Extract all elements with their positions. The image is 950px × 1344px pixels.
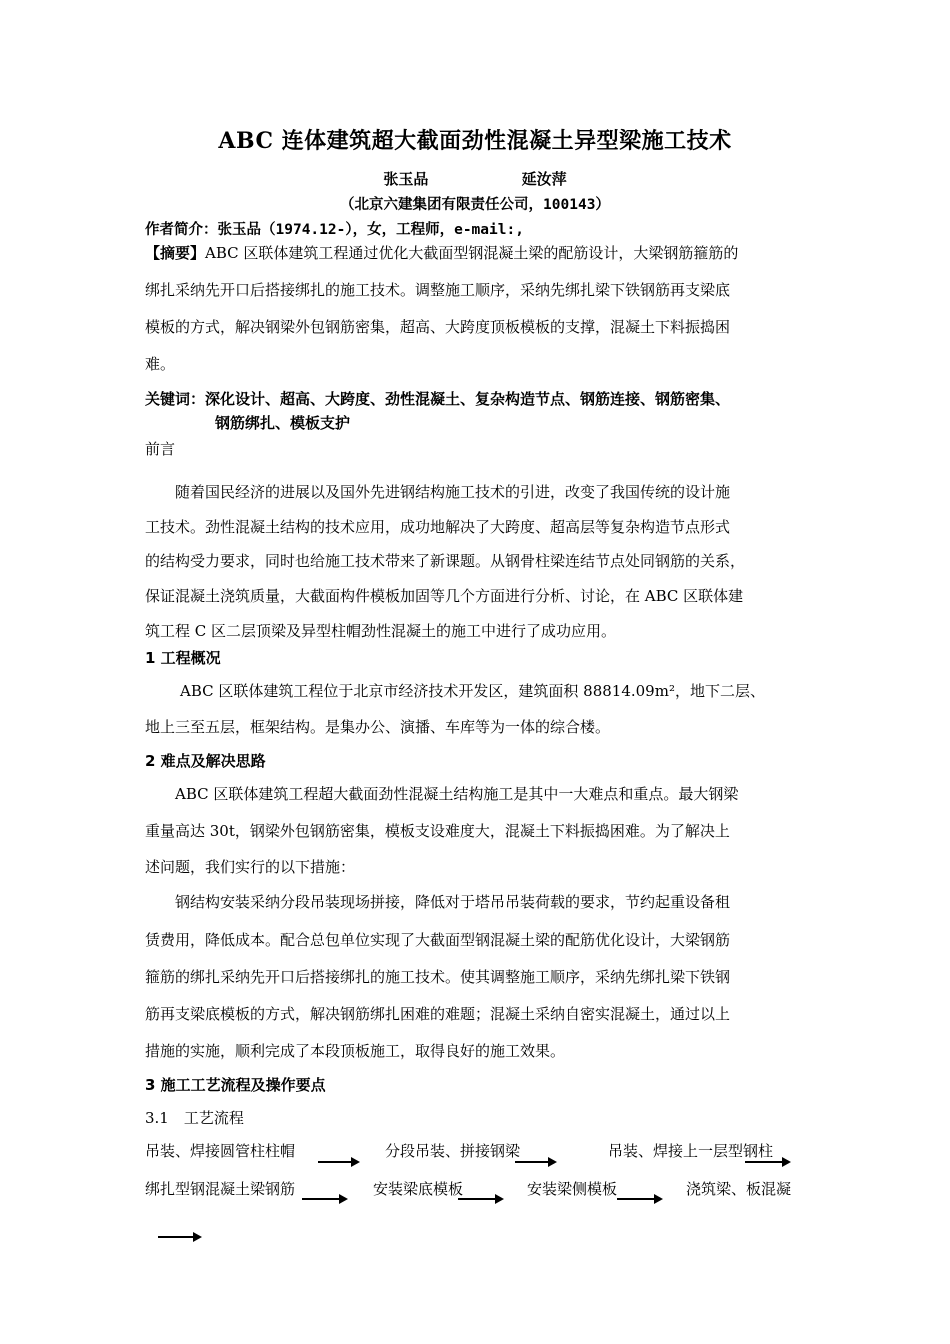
- paragraph-line: 的结构受力要求，同时也给施工技术带来了新课题。从钢骨柱梁连结节点处同钢筋的关系，: [145, 552, 746, 570]
- paragraph-line: 地上三至五层，框架结构。是集办公、演播、车库等为一体的综合楼。: [145, 718, 611, 736]
- flow-step: 吊装、焊接上一层型钢柱: [608, 1142, 774, 1160]
- flow-arrow-icon: [458, 1198, 502, 1200]
- abstract-line: 难。: [145, 355, 176, 373]
- abstract-label: 【摘要】: [145, 244, 206, 262]
- abstract-line: [145, 242, 738, 263]
- paragraph-line: 工技术。劲性混凝土结构的技术应用，成功地解决了大跨度、超高层等复杂构造节点形式: [145, 518, 731, 536]
- flow-arrow-icon: [158, 1236, 200, 1238]
- keywords-line: 钢筋绑扎、模板支护: [215, 414, 351, 432]
- paragraph-line: 重量高达 30t，钢梁外包钢筋密集，模板支设难度大，混凝土下料振捣困难。为了解决上: [145, 822, 730, 840]
- flow-arrow-icon: [515, 1161, 555, 1163]
- paragraph-line: 保证混凝土浇筑质量，大截面构件模板加固等几个方面进行分析、讨论，在 ABC 区联体建: [145, 587, 744, 605]
- affiliation: （北京六建集团有限责任公司，100143）: [340, 197, 610, 213]
- subsection-heading: 3.1 工艺流程: [145, 1109, 244, 1127]
- abstract-text: ABC 区联体建筑工程通过优化大截面型钢混凝土梁的配筋设计，大梁钢筋箍筋的: [205, 244, 739, 262]
- paragraph-line: ABC 区联体建筑工程位于北京市经济技术开发区，建筑面积 88814.09m²，地下二层、: [180, 682, 765, 700]
- paragraph-line: 筑工程 C 区二层顶梁及异型柱帽劲性混凝土的施工中进行了成功应用。: [145, 622, 617, 640]
- section-heading: 3 施工工艺流程及操作要点: [145, 1076, 326, 1094]
- flow-step: 浇筑梁、板混凝: [686, 1180, 792, 1198]
- section-heading: 1 工程概况: [145, 649, 221, 667]
- flow-step: 分段吊装、拼接钢梁: [385, 1142, 521, 1160]
- flow-step: 安装梁底模板: [373, 1180, 464, 1198]
- flow-step: 安装梁侧模板: [527, 1180, 618, 1198]
- abstract-line: 绑扎采纳先开口后搭接绑扎的施工技术。调整施工顺序，采纳先绑扎梁下铁钢筋再支梁底: [145, 281, 731, 299]
- author-name: 延汝萍: [521, 170, 567, 188]
- document-title: ABC 连体建筑超大截面劲性混凝土异型梁施工技术: [218, 128, 732, 154]
- keywords-line: 关键词：深化设计、超高、大跨度、劲性混凝土、复杂构造节点、钢筋连接、钢筋密集、: [145, 390, 731, 408]
- paragraph-line: 措施的实施，顺利完成了本段顶板施工，取得良好的施工效果。: [145, 1042, 566, 1060]
- section-heading: 2 难点及解决思路: [145, 752, 266, 770]
- author-line: [0, 168, 950, 189]
- paragraph-line: 箍筋的绑扎采纳先开口后搭接绑扎的施工技术。使其调整施工顺序，采纳先绑扎梁下铁钢: [145, 968, 731, 986]
- paragraph-line: 筋再支梁底模板的方式，解决钢筋绑扎困难的难题；混凝土采纳自密实混凝土，通过以上: [145, 1005, 731, 1023]
- flow-step: 吊装、焊接圆管柱柱帽: [145, 1142, 296, 1160]
- abstract-line: 模板的方式，解决钢梁外包钢筋密集，超高、大跨度顶板模板的支撑，混凝土下料振捣困: [145, 318, 731, 336]
- preface-heading: 前言: [145, 440, 176, 458]
- paragraph-line: ABC 区联体建筑工程超大截面劲性混凝土结构施工是其中一大难点和重点。最大钢梁: [175, 785, 739, 803]
- flow-arrow-icon: [302, 1198, 346, 1200]
- paragraph-line: 赁费用，降低成本。配合总包单位实现了大截面型钢混凝土梁的配筋优化设计，大梁钢筋: [145, 931, 731, 949]
- paragraph-line: 钢结构安装采纳分段吊装现场拼接，降低对于塔吊吊装荷载的要求，节约起重设备租: [175, 893, 731, 911]
- flow-arrow-icon: [318, 1161, 358, 1163]
- author-intro: 作者简介：张玉品（1974.12-），女，工程师，e-mail:,: [145, 222, 524, 238]
- paragraph-line: 述问题，我们实行的以下措施：: [145, 858, 356, 876]
- author-name: 张玉品: [383, 170, 429, 188]
- flow-arrow-icon: [617, 1198, 661, 1200]
- flow-step: 绑扎型钢混凝土梁钢筋: [145, 1180, 296, 1198]
- paragraph-line: 随着国民经济的进展以及国外先进钢结构施工技术的引进，改变了我国传统的设计施: [175, 483, 731, 501]
- flow-arrow-icon: [745, 1161, 789, 1163]
